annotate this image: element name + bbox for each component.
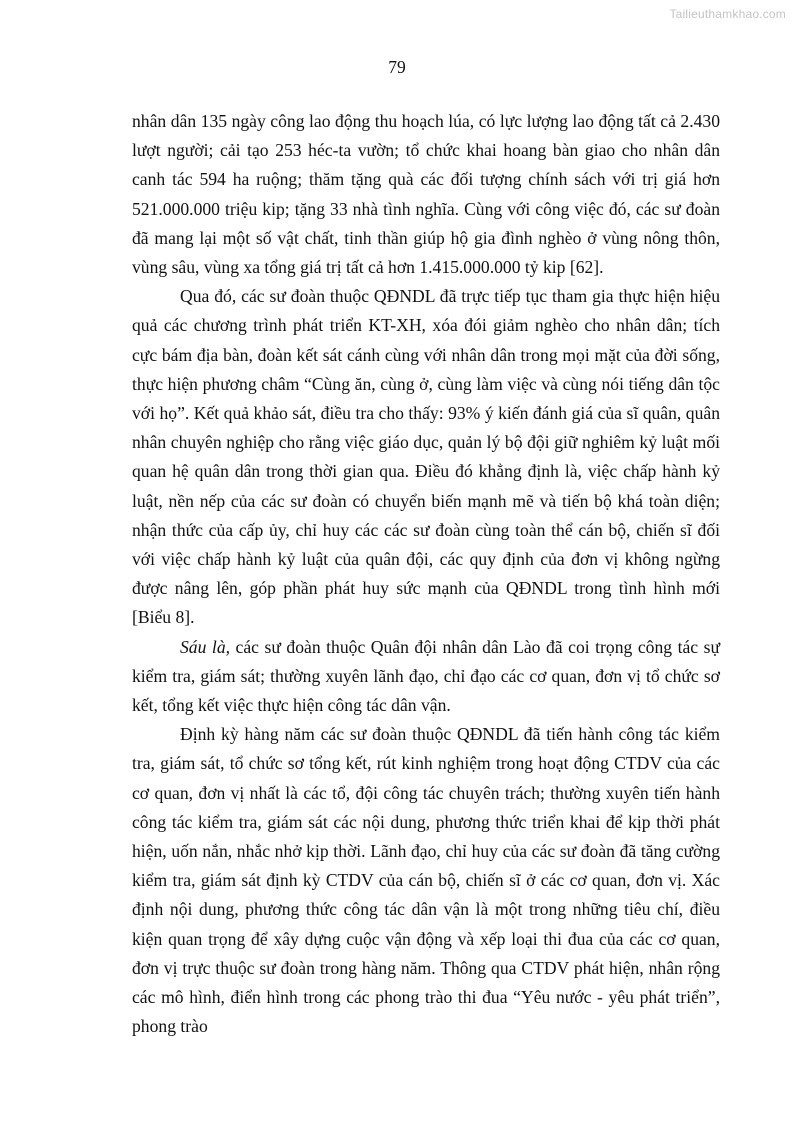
paragraph-1: nhân dân 135 ngày công lao động thu hoạch lúa, có lực lượng lao động tất cả 2.430 lượt người; cải tạo 253 héc-ta vườn; tổ chức khai hoang bàn giao cho nhân dân canh tác 594 ha ruộng; thăm tặng quà các đối tượng chính sách với trị giá hơn 521.000.000 triệu kip; tặng 33 nhà tình nghĩa. Cùng với công việc đó, các sư đoàn đã mang lại một số vật chất, tinh thần giúp hộ gia đình nghèo ở vùng nông thôn, vùng sâu, vùng xa tổng giá trị tất cả hơn 1.415.000.000 tỷ kip [62]. bbox=[132, 111, 720, 278]
paragraph-3-text: các sư đoàn thuộc Quân đội nhân dân Lào đã coi trọng công tác sự kiểm tra, giám sát; thường xuyên lãnh đạo, chỉ đạo các cơ quan, đơn vị tổ chức sơ kết, tổng kết việc thực hiện công tác dân vận. bbox=[132, 636, 720, 716]
paragraph-2: Qua đó, các sư đoàn thuộc QĐNDL đã trực tiếp tục tham gia thực hiện hiệu quả các chương trình phát triển KT-XH, xóa đói giảm nghèo cho nhân dân; tích cực bám địa bàn, đoàn kết sát cánh cùng với nhân dân trong mọi mặt của đời sống, thực hiện phương châm “Cùng ăn, cùng ở, cùng làm việc và cùng nói tiếng dân tộc với họ”. Kết quả khảo sát, điều tra cho thấy: 93% ý kiến đánh giá của sĩ quân, quân nhân chuyên nghiệp cho rằng việc giáo dục, quản lý bộ đội giữ nghiêm kỷ luật mối quan hệ quân dân trong thời gian qua. Điều đó khẳng định là, việc chấp hành kỷ luật, nền nếp của các sư đoàn có chuyển biến mạnh mẽ và tiến bộ khá toàn diện; nhận thức của cấp ủy, chỉ huy các các sư đoàn cùng toàn thể cán bộ, chiến sĩ đối với việc chấp hành kỷ luật của quân đội, các quy định của đơn vị không ngừng được nâng lên, góp phần phát huy sức mạnh của QĐNDL trong tình hình mới [Biểu 8]. bbox=[132, 286, 720, 628]
document-body bbox=[132, 107, 720, 1042]
page-number: 79 bbox=[388, 57, 406, 77]
paragraph-3 bbox=[132, 633, 720, 721]
paragraph-3-lead: Sáu là, bbox=[180, 636, 231, 657]
watermark: Tailieuthamkhao.com bbox=[669, 7, 786, 21]
paragraph-4: Định kỳ hàng năm các sư đoàn thuộc QĐNDL đã tiến hành công tác kiểm tra, giám sát, tổ chức sơ tổng kết, rút kinh nghiệm trong hoạt động CTDV của các cơ quan, đơn vị nhất là các tổ, đội công tác chuyên trách; thường xuyên tiến hành công tác kiểm tra, giám sát các nội dung, phương thức triển khai để kịp thời phát hiện, uốn nắn, nhắc nhở kịp thời. Lãnh đạo, chỉ huy của các sư đoàn đã tăng cường kiểm tra, giám sát định kỳ CTDV của cán bộ, chiến sĩ ở các cơ quan, đơn vị. Xác định nội dung, phương thức công tác dân vận là một trong những tiêu chí, điều kiện quan trọng để xây dựng cuộc vận động và xếp loại thi đua của các cơ quan, đơn vị trực thuộc sư đoàn trong hàng năm. Thông qua CTDV phát hiện, nhân rộng các mô hình, điển hình trong các phong trào thi đua “Yêu nước - yêu phát triển”, phong trào bbox=[132, 724, 720, 1037]
